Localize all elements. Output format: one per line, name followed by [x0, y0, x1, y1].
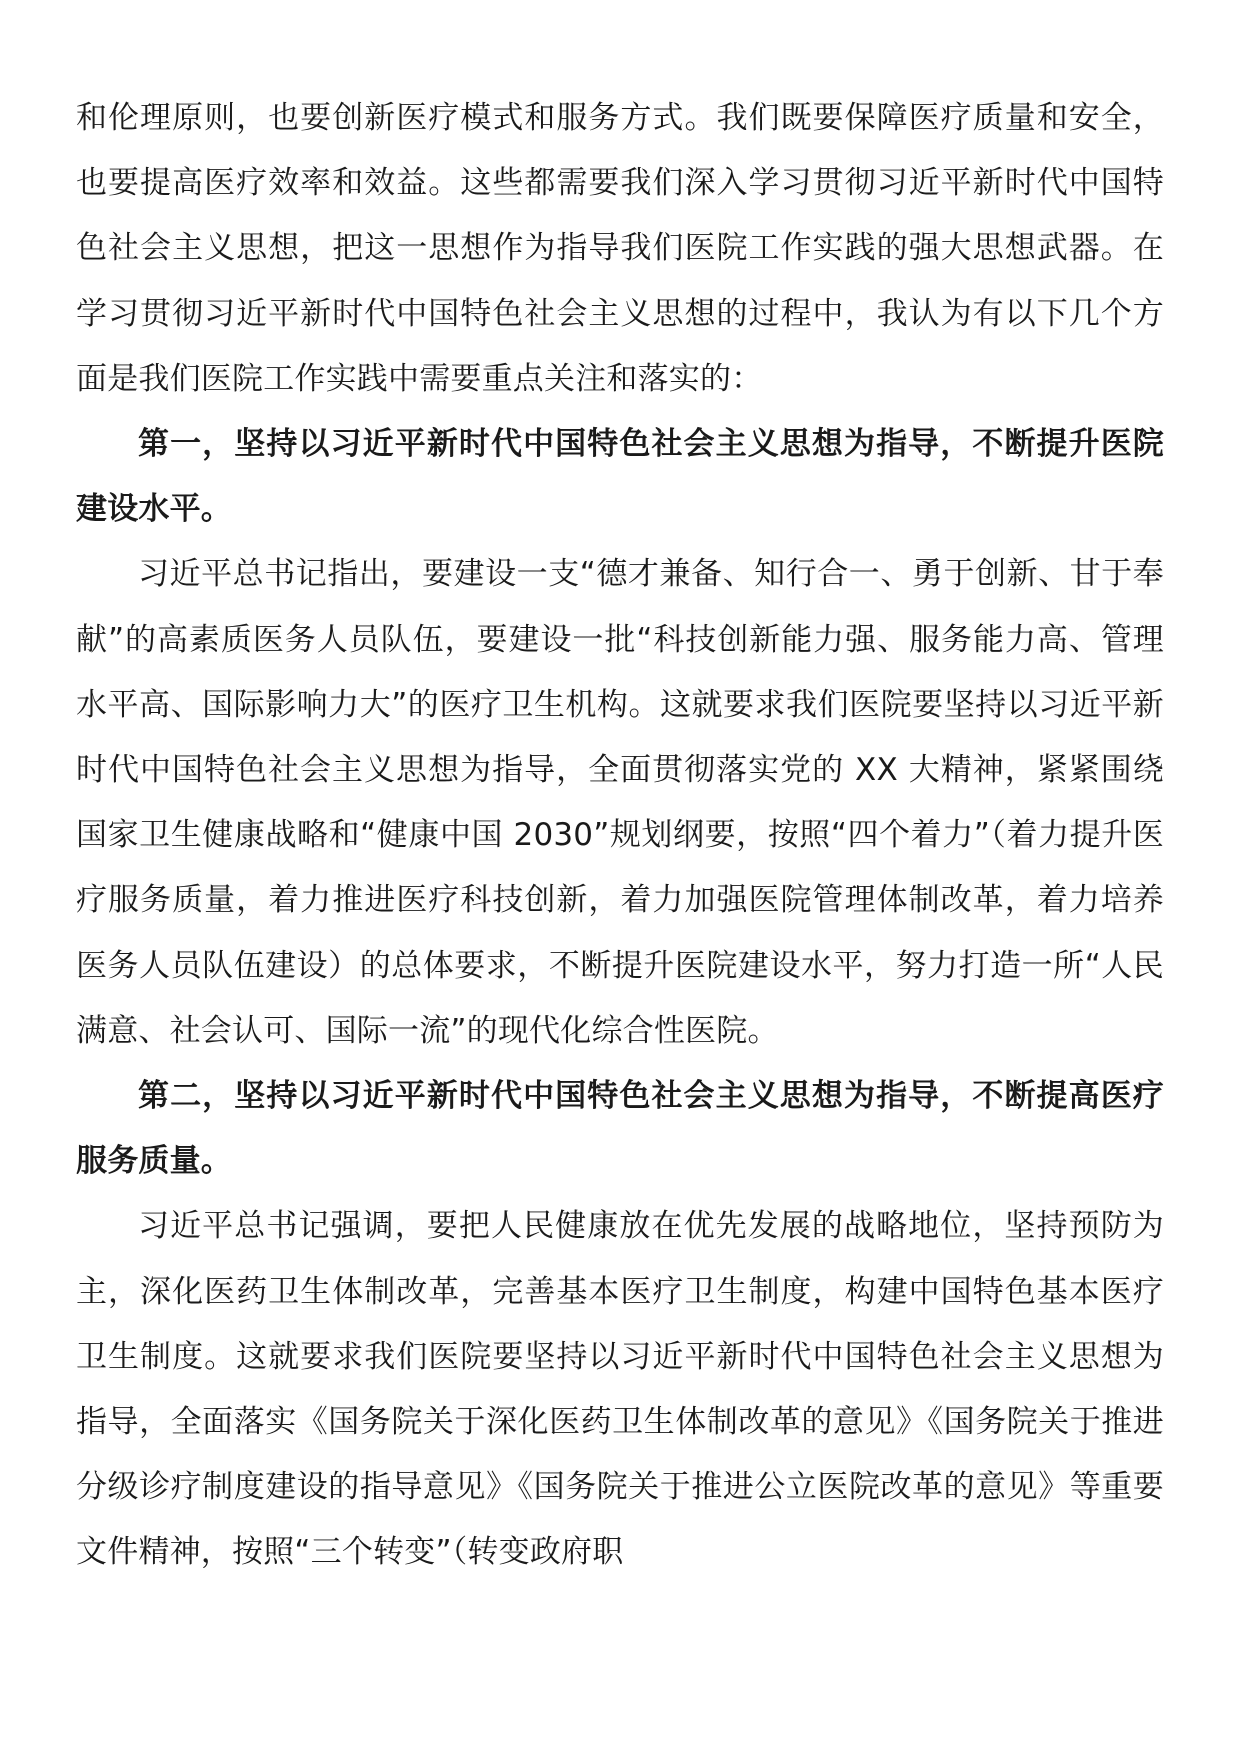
heading-text: 坚持以习近平新时代中国特色社会主义思想为指导，不断提高医疗服务质量。	[76, 1078, 1165, 1180]
paragraph-second-body	[76, 1194, 1164, 1585]
heading-lead: 第二，	[138, 1078, 235, 1115]
section-heading-first	[76, 412, 1164, 542]
document-page	[76, 86, 1164, 1586]
heading-text: 坚持以习近平新时代中国特色社会主义思想为指导，不断提升医院建设水平。	[76, 426, 1165, 528]
paragraph-intro	[76, 86, 1164, 412]
paragraph-text: 和伦理原则，也要创新医疗模式和服务方式。我们既要保障医疗质量和安全，也要提高医疗效率和效益。这些都需要我们深入学习贯彻习近平新时代中国特色社会主义思想，把这一思想作为指导我们医院工作实践的强大思想武器。在学习贯彻习近平新时代中国特色社会主义思想的过程中，我认为有以下几个方面是我们医院工作实践中需要重点关注和落实的：	[76, 100, 1164, 397]
paragraph-text: 习近平总书记指出，要建设一支“德才兼备、知行合一、勇于创新、甘于奉献”的高素质医务人员队伍，要建设一批“科技创新能力强、服务能力高、管理水平高、国际影响力大”的医疗卫生机构。这就要求我们医院要坚持以习近平新时代中国特色社会主义思想为指导，全面贯彻落实党的 XX 大精神，紧紧围绕国家卫生健康战略和“健康中国 2030”规划纲要，按照“四个着力”（着力提升医疗服务质量，着力推进医疗科技创新，着力加强医院管理体制改革，着力培养医务人员队伍建设）的总体要求，不断提升医院建设水平，努力打造一所“人民满意、社会认可、国际一流”的现代化综合性医院。	[76, 556, 1164, 1049]
paragraph-text: 习近平总书记强调，要把人民健康放在优先发展的战略地位，坚持预防为主，深化医药卫生体制改革，完善基本医疗卫生制度，构建中国特色基本医疗卫生制度。这就要求我们医院要坚持以习近平新时代中国特色社会主义思想为指导，全面落实《国务院关于深化医药卫生体制改革的意见》《国务院关于推进分级诊疗制度建设的指导意见》《国务院关于推进公立医院改革的意见》等重要文件精神，按照“三个转变”（转变政府职	[76, 1208, 1164, 1571]
heading-lead: 第一，	[138, 426, 235, 463]
paragraph-first-body	[76, 542, 1164, 1064]
section-heading-second	[76, 1064, 1164, 1194]
